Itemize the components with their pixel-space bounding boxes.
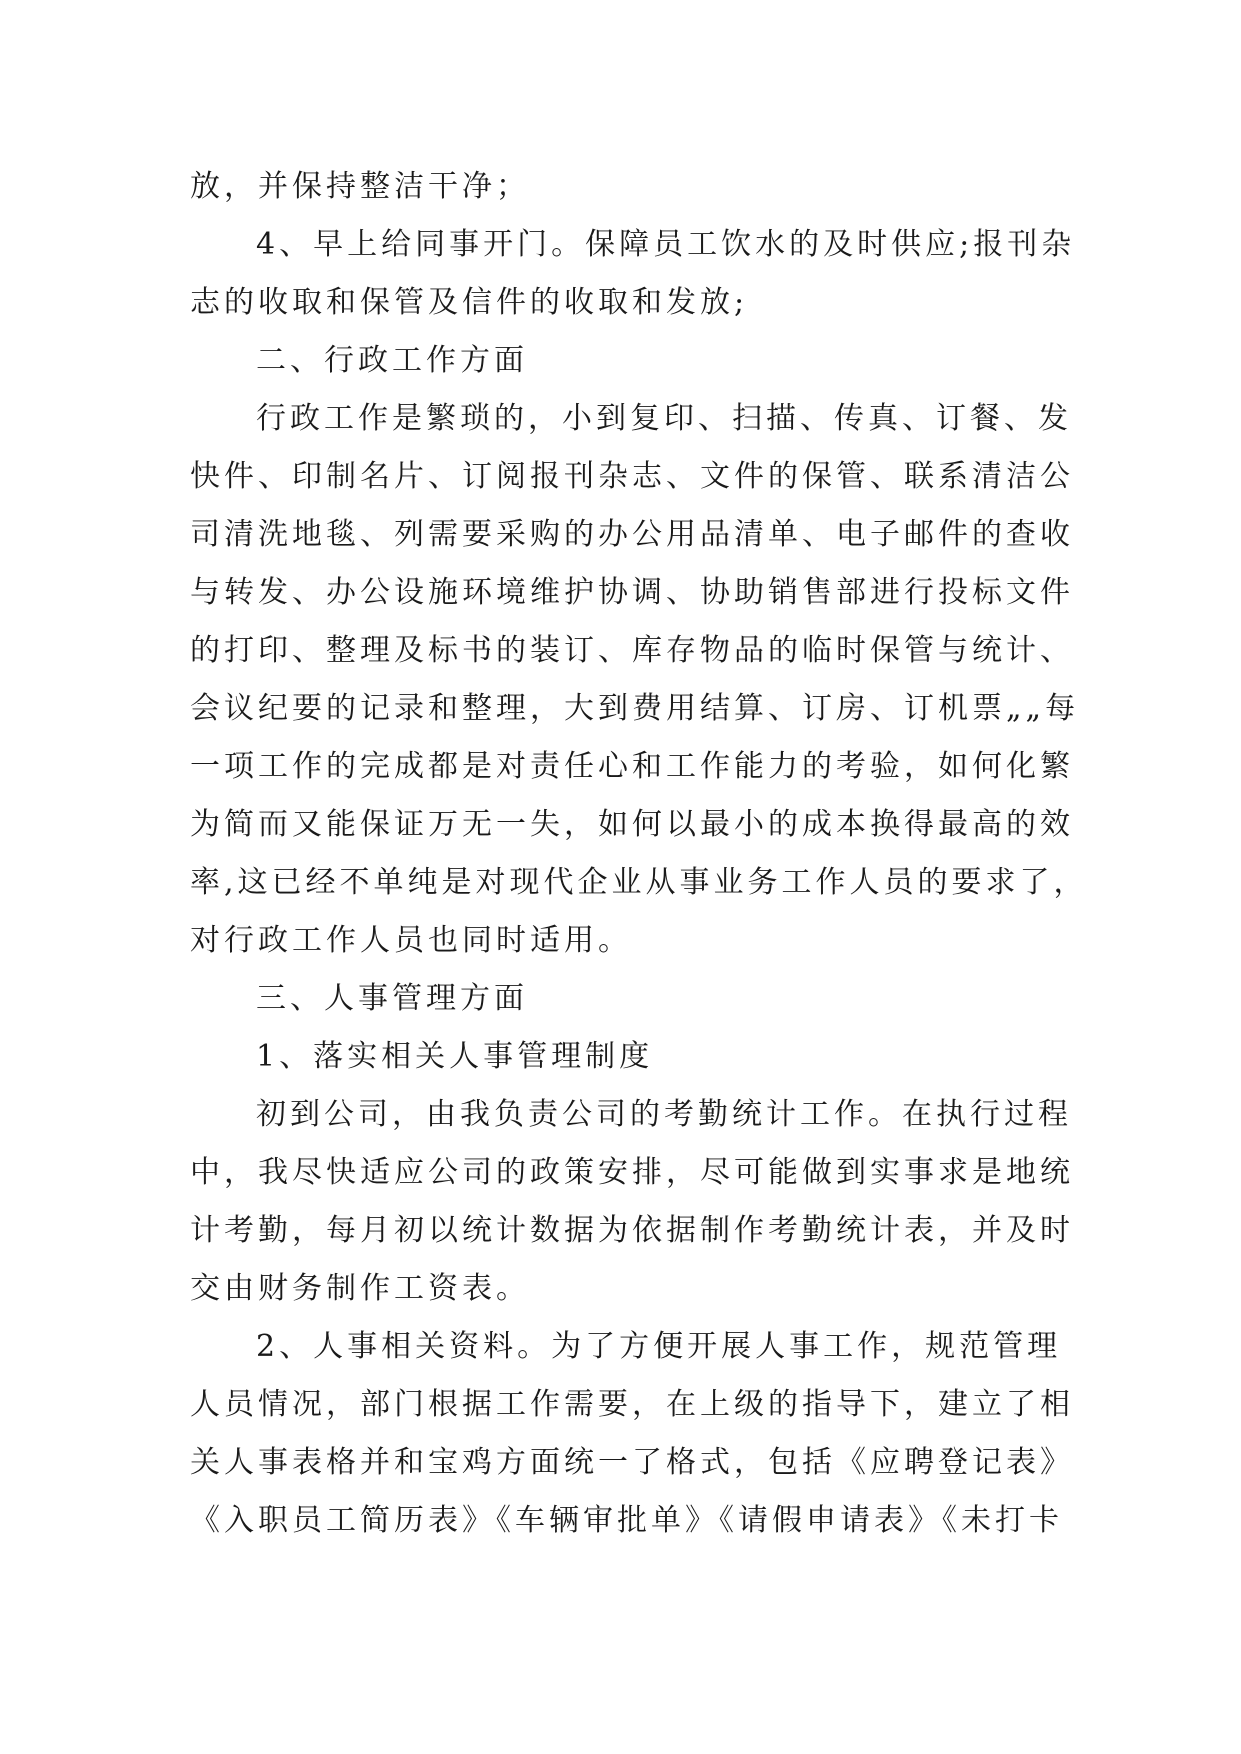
- text-line: 交由财务制作工资表。: [190, 1271, 530, 1306]
- text-line: 快件、印制名片、订阅报刊杂志、文件的保管、联系清洁公: [190, 459, 1074, 494]
- text-line: 会议纪要的记录和整理，大到费用结算、订房、订机票„„每: [190, 691, 1080, 726]
- text-line: 《入职员工简历表》《车辆审批单》《请假申请表》《未打卡: [190, 1503, 1063, 1538]
- text-line: 司清洗地毯、列需要采购的办公用品清单、电子邮件的查收: [190, 517, 1074, 552]
- section-heading: 三、人事管理方面: [256, 981, 528, 1016]
- text-line: 中，我尽快适应公司的政策安排，尽可能做到实事求是地统: [190, 1155, 1074, 1190]
- section-heading: 二、行政工作方面: [256, 343, 528, 378]
- text-line: 计考勤，每月初以统计数据为依据制作考勤统计表，并及时: [190, 1213, 1074, 1248]
- text-line: 人员情况，部门根据工作需要，在上级的指导下，建立了相: [190, 1387, 1074, 1422]
- text-line: 为简而又能保证万无一失，如何以最小的成本换得最高的效: [190, 807, 1074, 842]
- text-line: 率,这已经不单纯是对现代企业从事业务工作人员的要求了，: [190, 865, 1088, 900]
- text-line: 2、人事相关资料。为了方便开展人事工作，规范管理: [256, 1329, 1062, 1364]
- text-line: 志的收取和保管及信件的收取和发放;: [190, 285, 749, 320]
- text-line: 行政工作是繁琐的，小到复印、扫描、传真、订餐、发: [256, 401, 1072, 436]
- text-line: 初到公司，由我负责公司的考勤统计工作。在执行过程: [256, 1097, 1072, 1132]
- text-line: 放，并保持整洁干净；: [190, 169, 530, 204]
- text-line: 的打印、整理及标书的装订、库存物品的临时保管与统计、: [190, 633, 1074, 668]
- document-body: [190, 158, 1088, 1550]
- text-line: 关人事表格并和宝鸡方面统一了格式，包括《应聘登记表》: [190, 1445, 1074, 1480]
- text-line: 与转发、办公设施环境维护协调、协助销售部进行投标文件: [190, 575, 1074, 610]
- subsection-heading: 1、落实相关人事管理制度: [256, 1039, 654, 1074]
- text-line: 一项工作的完成都是对责任心和工作能力的考验，如何化繁: [190, 749, 1074, 784]
- text-line: 4、早上给同事开门。保障员工饮水的及时供应;报刊杂: [256, 227, 1076, 262]
- text-line: 对行政工作人员也同时适用。: [190, 923, 632, 958]
